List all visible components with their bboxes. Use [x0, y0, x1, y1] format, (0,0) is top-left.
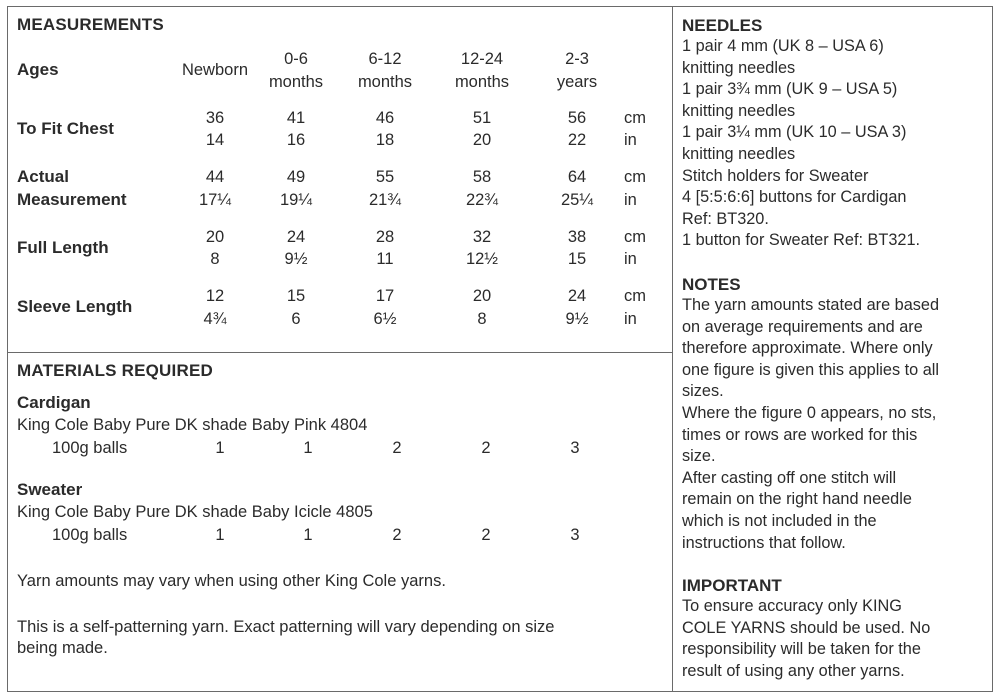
notes-line: which is not included in the — [682, 511, 877, 530]
value-in: 9½ — [565, 310, 589, 328]
notes-line: After casting off one stitch will — [682, 468, 897, 487]
notes-line: sizes. — [682, 382, 724, 401]
row-label: To Fit Chest — [17, 119, 114, 138]
value-in: 8 — [477, 310, 487, 328]
unit-cm: cm — [624, 168, 646, 186]
needles-line: 1 button for Sweater Ref: BT321. — [682, 231, 921, 250]
value-in: 15 — [567, 250, 587, 268]
value-in: 12½ — [465, 250, 499, 268]
value-cm: 15 — [286, 287, 306, 305]
ball-count: 2 — [392, 439, 402, 457]
value-cm: 24 — [286, 228, 306, 246]
important-section — [682, 575, 982, 682]
important-line: COLE YARNS should be used. No — [682, 618, 931, 637]
value-cm: 46 — [375, 109, 395, 127]
material-yarn: King Cole Baby Pure DK shade Baby Pink 4804 — [17, 416, 368, 434]
row-label: Full Length — [17, 238, 109, 257]
material-name: Sweater — [17, 480, 83, 499]
needles-line: 1 pair 3¾ mm (UK 9 – USA 5) — [682, 80, 898, 99]
notes-line: times or rows are worked for this — [682, 425, 918, 444]
notes-line: instructions that follow. — [682, 533, 846, 552]
notes-line: The yarn amounts stated are based — [682, 296, 940, 314]
notes-line: remain on the right hand needle — [682, 490, 912, 509]
unit-in: in — [624, 131, 637, 149]
notes-line: one figure is given this applies to all — [682, 360, 940, 379]
needles-line: 1 pair 4 mm (UK 8 – USA 6) — [682, 37, 884, 55]
value-in: 18 — [375, 131, 395, 149]
value-in: 4¾ — [203, 310, 227, 328]
unit-cm: cm — [624, 287, 646, 305]
ball-count: 1 — [215, 439, 225, 457]
notes-line: on average requirements and are — [682, 317, 923, 336]
value-cm: 36 — [205, 109, 225, 127]
value-in: 20 — [472, 131, 492, 149]
value-in: 8 — [210, 250, 220, 268]
value-in: 22¾ — [465, 191, 499, 209]
unit-in: in — [624, 310, 637, 328]
important-line: responsibility will be taken for the — [682, 640, 921, 659]
notes-line: size. — [682, 447, 716, 466]
needles-line: Ref: BT320. — [682, 209, 769, 228]
ball-count: 2 — [392, 526, 402, 544]
material-yarn: King Cole Baby Pure DK shade Baby Icicle 4805 — [17, 503, 373, 521]
value-in: 17¼ — [198, 191, 232, 209]
value-cm: 28 — [375, 228, 395, 246]
row-label: Measurement — [17, 190, 127, 209]
balls-label: 100g balls — [52, 526, 128, 544]
materials-title: MATERIALS REQUIRED — [17, 361, 213, 380]
value-in: 22 — [567, 131, 587, 149]
value-cm: 41 — [286, 109, 306, 127]
size-header: Newborn — [181, 61, 249, 79]
needles-line: knitting needles — [682, 144, 796, 163]
value-in: 21¾ — [368, 191, 402, 209]
value-cm: 49 — [286, 168, 306, 186]
notes-line: therefore approximate. Where only — [682, 339, 933, 358]
notes-title: NOTES — [682, 275, 741, 294]
value-cm: 55 — [375, 168, 395, 186]
needles-section — [682, 15, 982, 252]
ball-count: 1 — [303, 526, 313, 544]
balls-label: 100g balls — [52, 439, 128, 457]
needles-title: NEEDLES — [682, 16, 763, 35]
value-in: 14 — [205, 131, 225, 149]
value-cm: 32 — [472, 228, 492, 246]
value-cm: 44 — [205, 168, 225, 186]
measurements-title: MEASUREMENTS — [17, 15, 164, 34]
needles-line: 4 [5:5:6:6] buttons for Cardigan — [682, 188, 907, 207]
value-in: 6½ — [373, 310, 397, 328]
ball-count: 1 — [215, 526, 225, 544]
important-line: To ensure accuracy only KING — [682, 597, 902, 615]
notes-section — [682, 274, 982, 554]
value-cm: 12 — [205, 287, 225, 305]
value-cm: 51 — [472, 109, 492, 127]
value-cm: 20 — [472, 287, 492, 305]
value-in: 9½ — [284, 250, 308, 268]
important-title: IMPORTANT — [682, 576, 782, 595]
value-cm: 24 — [567, 287, 587, 305]
self-pattern-note-line1: This is a self-patterning yarn. Exact patterning will vary depending on size — [17, 618, 555, 636]
value-cm: 64 — [567, 168, 587, 186]
yarn-note: Yarn amounts may vary when using other King Cole yarns. — [17, 572, 446, 590]
value-in: 25¼ — [560, 191, 594, 209]
material-name: Cardigan — [17, 393, 91, 412]
value-cm: 56 — [567, 109, 587, 127]
value-in: 11 — [376, 250, 394, 268]
value-cm: 58 — [472, 168, 492, 186]
unit-in: in — [624, 250, 637, 268]
needles-line: knitting needles — [682, 101, 796, 120]
value-cm: 38 — [567, 228, 587, 246]
ball-count: 2 — [481, 526, 491, 544]
needles-line: Stitch holders for Sweater — [682, 166, 869, 185]
ball-count: 2 — [481, 439, 491, 457]
row-label: Actual — [17, 167, 69, 186]
self-pattern-note-line2: being made. — [17, 639, 108, 657]
needles-line: knitting needles — [682, 58, 796, 77]
ages-label: Ages — [17, 60, 59, 79]
unit-cm: cm — [624, 228, 646, 246]
needles-line: 1 pair 3¼ mm (UK 10 – USA 3) — [682, 123, 907, 142]
ball-count: 3 — [570, 439, 580, 457]
size-header: 6-12 months — [357, 50, 413, 91]
value-in: 6 — [291, 310, 301, 328]
value-cm: 20 — [205, 228, 225, 246]
row-label: Sleeve Length — [17, 297, 133, 316]
unit-in: in — [624, 191, 637, 209]
section-divider — [7, 352, 673, 353]
notes-line: Where the figure 0 appears, no sts, — [682, 403, 937, 422]
important-line: result of using any other yarns. — [682, 661, 905, 680]
unit-cm: cm — [624, 109, 646, 127]
ball-count: 3 — [570, 526, 580, 544]
size-header: 2-3 years — [556, 50, 598, 91]
ball-count: 1 — [303, 439, 313, 457]
size-header: 12-24 months — [454, 50, 510, 91]
value-in: 16 — [286, 131, 306, 149]
value-cm: 17 — [375, 287, 395, 305]
size-header: 0-6 months — [268, 50, 324, 91]
column-divider — [672, 6, 673, 692]
value-in: 19¼ — [279, 191, 313, 209]
